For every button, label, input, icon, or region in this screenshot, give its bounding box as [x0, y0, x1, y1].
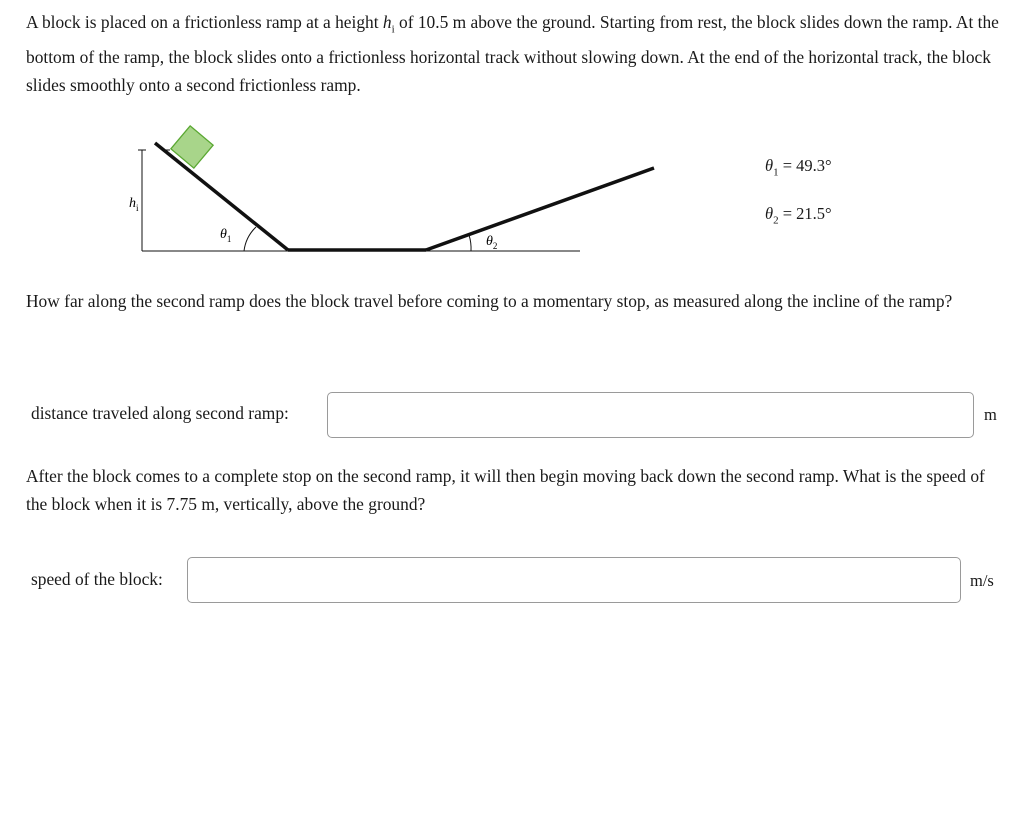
- height-label: $h_i$: [129, 196, 139, 213]
- intro-text-start: A block is placed on a frictionless ramp at a height: [26, 12, 383, 32]
- theta1-symbol: θ: [765, 156, 774, 175]
- speed-unit: m/s: [970, 571, 994, 590]
- problem-intro: [26, 8, 1001, 99]
- theta1-number: 49.3°: [796, 156, 832, 175]
- theta1-value: [765, 156, 832, 178]
- height-subscript: i: [391, 23, 395, 36]
- theta1-label: $\theta_1$: [220, 227, 232, 244]
- second-ramp: [426, 168, 654, 250]
- theta1-subscript: 1: [773, 166, 779, 179]
- distance-label: distance traveled along second ramp:: [31, 403, 289, 423]
- theta2-subscript: 2: [773, 214, 779, 227]
- theta2-arc: [469, 235, 471, 251]
- theta2-label: $\theta_2$: [486, 234, 498, 251]
- theta2-number: 21.5°: [796, 204, 832, 223]
- theta1-equals: =: [778, 156, 797, 175]
- distance-unit: m: [984, 405, 997, 424]
- intro-text-end: of 10.5 m above the ground. Starting from rest, the block slides down the ramp. At the bottom of the ramp, the block slides onto a frictionless horizontal track without slowing down. At the end of the horizontal track, the block slides smoothly onto a second frictionless ramp.: [26, 12, 999, 96]
- theta2-equals: =: [778, 204, 797, 223]
- question-distance: How far along the second ramp does the block travel before coming to a momentary stop, as measured along the incline of the ramp?: [26, 291, 953, 311]
- speed-label: speed of the block:: [31, 569, 163, 589]
- ramp-diagram: [110, 120, 670, 265]
- speed-input[interactable]: [187, 557, 961, 603]
- theta2-value: [765, 204, 832, 226]
- theta2-symbol: θ: [765, 204, 774, 223]
- theta1-arc: [244, 227, 256, 251]
- distance-input[interactable]: [327, 392, 974, 438]
- question-speed: After the block comes to a complete stop on the second ramp, it will then begin moving back down the second ramp. What is the speed of the block when it is 7.75 m, vertically, above the ground?: [26, 466, 985, 514]
- height-symbol: h: [382, 12, 392, 32]
